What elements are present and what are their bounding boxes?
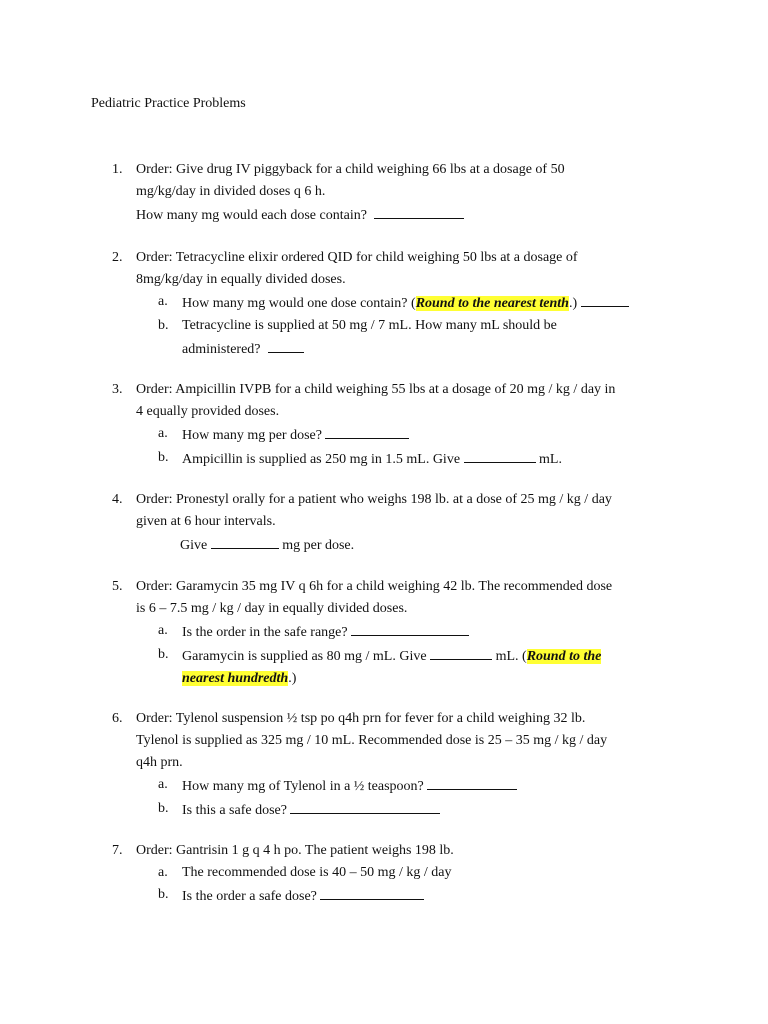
problem-number: 2.: [112, 250, 123, 265]
answer-blank[interactable]: [211, 533, 279, 549]
problem-6: [112, 708, 692, 822]
sub-text: How many mg of Tylenol in a ½ teaspoon?: [182, 779, 424, 794]
answer-blank[interactable]: [464, 447, 536, 463]
answer-blank[interactable]: [427, 774, 517, 790]
problem-text-line: 8mg/kg/day in equally divided doses.: [136, 272, 346, 287]
sub-text: mL. (: [495, 649, 527, 664]
answer-blank[interactable]: [325, 423, 409, 439]
sub-text: Ampicillin is supplied as 250 mg in 1.5 mL. Give: [182, 452, 461, 467]
problem-number: 1.: [112, 162, 123, 177]
problem-number: 7.: [112, 843, 123, 858]
sub-letter: a.: [158, 865, 168, 880]
problem-5: [112, 576, 692, 690]
problem-text-line: Order: Tylenol suspension ½ tsp po q4h prn for fever for a child weighing 32 lb.: [136, 711, 586, 726]
highlighted-instruction: Round to the nearest tenth: [415, 296, 569, 311]
problem-7: [112, 840, 692, 908]
problem-number: 3.: [112, 382, 123, 397]
sub-question-b: [136, 447, 692, 471]
sub-text: Is the order a safe dose?: [182, 889, 317, 904]
sub-letter: a.: [158, 777, 168, 792]
sub-question-a: [136, 620, 692, 644]
problem-2: [112, 247, 692, 361]
problem-3: [112, 379, 692, 471]
sub-letter: b.: [158, 801, 169, 816]
sub-question-b: [136, 884, 692, 908]
problem-4: [112, 489, 692, 557]
give-text: mg per dose.: [282, 538, 355, 553]
highlighted-instruction: nearest hundredth: [182, 671, 289, 686]
sub-letter: b.: [158, 887, 169, 902]
problem-text-line: is 6 – 7.5 mg / kg / day in equally divided doses.: [136, 601, 408, 616]
page-title: Pediatric Practice Problems: [91, 96, 246, 111]
problem-number: 5.: [112, 579, 123, 594]
answer-blank[interactable]: [351, 620, 469, 636]
problem-text-line: Tylenol is supplied as 325 mg / 10 mL. Recommended dose is 25 – 35 mg / kg / day: [136, 733, 608, 748]
problem-number: 4.: [112, 492, 123, 507]
sub-text: Is this a safe dose?: [182, 803, 287, 818]
sub-question-b: [136, 315, 692, 361]
sub-question-a: [136, 291, 692, 315]
answer-blank[interactable]: [268, 337, 304, 353]
problem-text-line: 4 equally provided doses.: [136, 404, 280, 419]
question-text: How many mg would each dose contain?: [136, 208, 367, 223]
problem-text-line: Order: Give drug IV piggyback for a child weighing 66 lbs at a dosage of 50: [136, 162, 565, 177]
sub-text: Is the order in the safe range?: [182, 625, 348, 640]
problem-text-line: mg/kg/day in divided doses q 6 h.: [136, 184, 326, 199]
problem-1: [112, 159, 692, 227]
problem-text-line: Order: Gantrisin 1 g q 4 h po. The patient weighs 198 lb.: [136, 843, 454, 858]
sub-question-b: [136, 644, 692, 690]
sub-question-a: [136, 423, 692, 447]
sub-text: .): [288, 671, 297, 686]
answer-blank[interactable]: [581, 291, 629, 307]
answer-blank[interactable]: [374, 203, 464, 219]
sub-question-a: [136, 862, 692, 884]
sub-letter: b.: [158, 647, 169, 662]
sub-text: administered?: [182, 342, 261, 357]
sub-text: How many mg per dose?: [182, 428, 322, 443]
highlighted-instruction: Round to the: [526, 649, 602, 664]
sub-text: Garamycin is supplied as 80 mg / mL. Give: [182, 649, 427, 664]
answer-blank[interactable]: [320, 884, 424, 900]
problem-text-line: Order: Tetracycline elixir ordered QID for child weighing 50 lbs at a dosage of: [136, 250, 578, 265]
sub-text: Tetracycline is supplied at 50 mg / 7 mL. How many mL should be: [182, 318, 557, 333]
problem-text-line: Order: Pronestyl orally for a patient who weighs 198 lb. at a dose of 25 mg / kg / day: [136, 492, 612, 507]
sub-letter: a.: [158, 426, 168, 441]
sub-letter: b.: [158, 450, 169, 465]
sub-text: How many mg would one dose contain? (: [182, 296, 416, 311]
question-line: [136, 203, 692, 227]
problem-text-line: given at 6 hour intervals.: [136, 514, 276, 529]
problem-number: 6.: [112, 711, 123, 726]
problem-text-line: Order: Ampicillin IVPB for a child weighing 55 lbs at a dosage of 20 mg / kg / day in: [136, 382, 616, 397]
problem-text-line: q4h prn.: [136, 755, 183, 770]
sub-letter: a.: [158, 623, 168, 638]
answer-blank[interactable]: [430, 644, 492, 660]
sub-letter: b.: [158, 318, 169, 333]
sub-question-b: [136, 798, 692, 822]
answer-blank[interactable]: [290, 798, 440, 814]
problem-text-line: Order: Garamycin 35 mg IV q 6h for a child weighing 42 lb. The recommended dose: [136, 579, 613, 594]
sub-letter: a.: [158, 294, 168, 309]
sub-text: .): [568, 296, 578, 311]
sub-text: The recommended dose is 40 – 50 mg / kg / day: [182, 865, 452, 880]
sub-text: mL.: [539, 452, 562, 467]
sub-question-a: [136, 774, 692, 798]
give-text: Give: [180, 538, 208, 553]
